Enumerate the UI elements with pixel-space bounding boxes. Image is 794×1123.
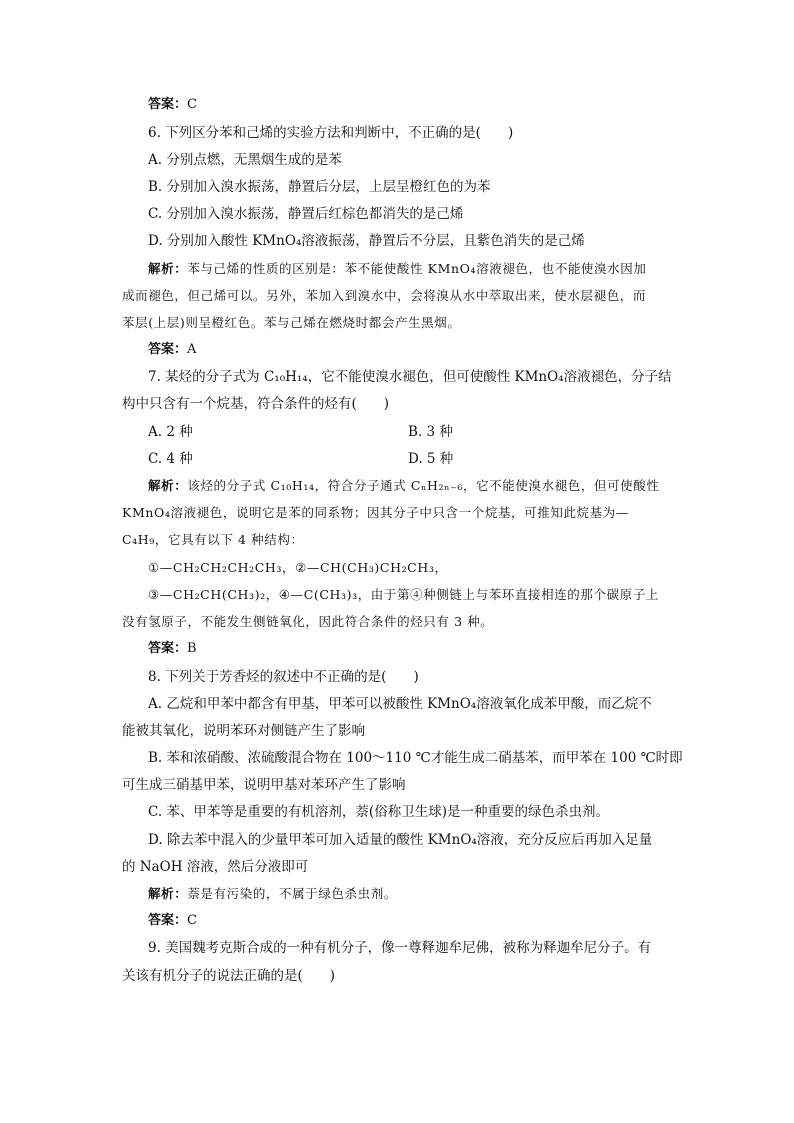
- answer-q5: 答案：C: [148, 97, 197, 112]
- question-7-explanation-line: C₄H₉，它具有以下 4 种结构：: [122, 532, 304, 547]
- question-7-option-b: B. 3 种: [408, 424, 453, 440]
- question-9-stem: 9. 美国魏考克斯合成的一种有机分子，像一尊释迦牟尼佛，被称为释迦牟尼分子。有: [148, 940, 652, 956]
- question-6-option-b: B. 分别加入溴水振荡，静置后分层，上层呈橙红色的为苯: [148, 179, 491, 195]
- question-7-stem: 7. 某烃的分子式为 C₁₀H₁₄，它不能使溴水褪色，但可使酸性 KMnO₄溶液褪色，分子结: [148, 369, 672, 385]
- question-8-option-d: 的 NaOH 溶液，然后分液即可: [122, 859, 309, 875]
- question-7-explanation-line: ③—CH₂CH(CH₃)₂，④—C(CH₃)₃，由于第④种侧链上与苯环直接相连的那个碳原子上: [148, 587, 659, 602]
- question-8-explanation-line: 解析：萘是有污染的，不属于绿色杀虫剂。: [148, 886, 397, 901]
- question-8-stem: 8. 下列关于芳香烃的叙述中不正确的是( ): [148, 669, 419, 685]
- answer-q7: 答案：B: [148, 641, 197, 656]
- answer-q6: 答案：A: [148, 342, 197, 357]
- question-7-explanation-line: ①—CH₂CH₂CH₂CH₃，②—CH(CH₃)CH₂CH₃，: [148, 560, 448, 575]
- question-6-option-a: A. 分别点燃，无黑烟生成的是苯: [148, 152, 342, 168]
- question-7-option-d: D. 5 种: [408, 451, 454, 467]
- question-7-option-c: C. 4 种: [148, 451, 193, 467]
- question-9-stem: 关该有机分子的说法正确的是( ): [122, 968, 336, 984]
- question-6-option-c: C. 分别加入溴水振荡，静置后红棕色都消失的是己烯: [148, 206, 464, 222]
- question-6-explanation-line: 成而褪色，但己烯可以。另外，苯加入到溴水中，会将溴从水中萃取出来，使水层褪色，而: [122, 288, 647, 303]
- question-6-stem: 6. 下列区分苯和己烯的实验方法和判断中，不正确的是( ): [148, 125, 514, 141]
- question-7-explanation-line: 没有氢原子，不能发生侧链氧化，因此符合条件的烃只有 3 种。: [122, 614, 494, 629]
- question-7-explanation-line: KMnO₄溶液褪色，说明它是苯的同系物；因其分子中只含一个烷基，可推知此烷基为—: [122, 505, 629, 520]
- question-7-explanation-line: 解析：该烃的分子式 C₁₀H₁₄，符合分子通式 CₙH₂ₙ₋₆，它不能使溴水褪色，但可使酸性: [148, 478, 660, 493]
- question-8-option-d: D. 除去苯中混入的少量甲苯可加入适量的酸性 KMnO₄溶液，充分反应后再加入足量: [148, 832, 653, 848]
- answer-q8: 答案：C: [148, 913, 197, 928]
- question-8-option-b: 可生成三硝基甲苯，说明甲基对苯环产生了影响: [122, 777, 406, 793]
- question-8-option-c: C. 苯、甲苯等是重要的有机溶剂，萘(俗称卫生球)是一种重要的绿色杀虫剂。: [148, 804, 609, 820]
- question-6-explanation-line: 苯层(上层)则呈橙红色。苯与己烯在燃烧时都会产生黑烟。: [122, 315, 461, 330]
- question-7-stem: 构中只含有一个烷基，符合条件的烃有( ): [122, 396, 390, 412]
- question-6-explanation-line: 解析：苯与己烯的性质的区别是：苯不能使酸性 KMnO₄溶液褪色，也不能使溴水因加: [148, 261, 647, 276]
- question-7-option-a: A. 2 种: [148, 424, 193, 440]
- question-8-option-b: B. 苯和浓硝酸、浓硫酸混合物在 100～110 ℃才能生成二硝基苯，而甲苯在 100 ℃时即: [148, 750, 683, 766]
- question-8-option-a: 能被其氧化，说明苯环对侧链产生了影响: [122, 723, 365, 739]
- question-6-option-d: D. 分别加入酸性 KMnO₄溶液振荡，静置后不分层，且紫色消失的是己烯: [148, 233, 585, 249]
- question-8-option-a: A. 乙烷和甲苯中都含有甲基，甲苯可以被酸性 KMnO₄溶液氧化成苯甲酸，而乙烷不: [148, 696, 652, 712]
